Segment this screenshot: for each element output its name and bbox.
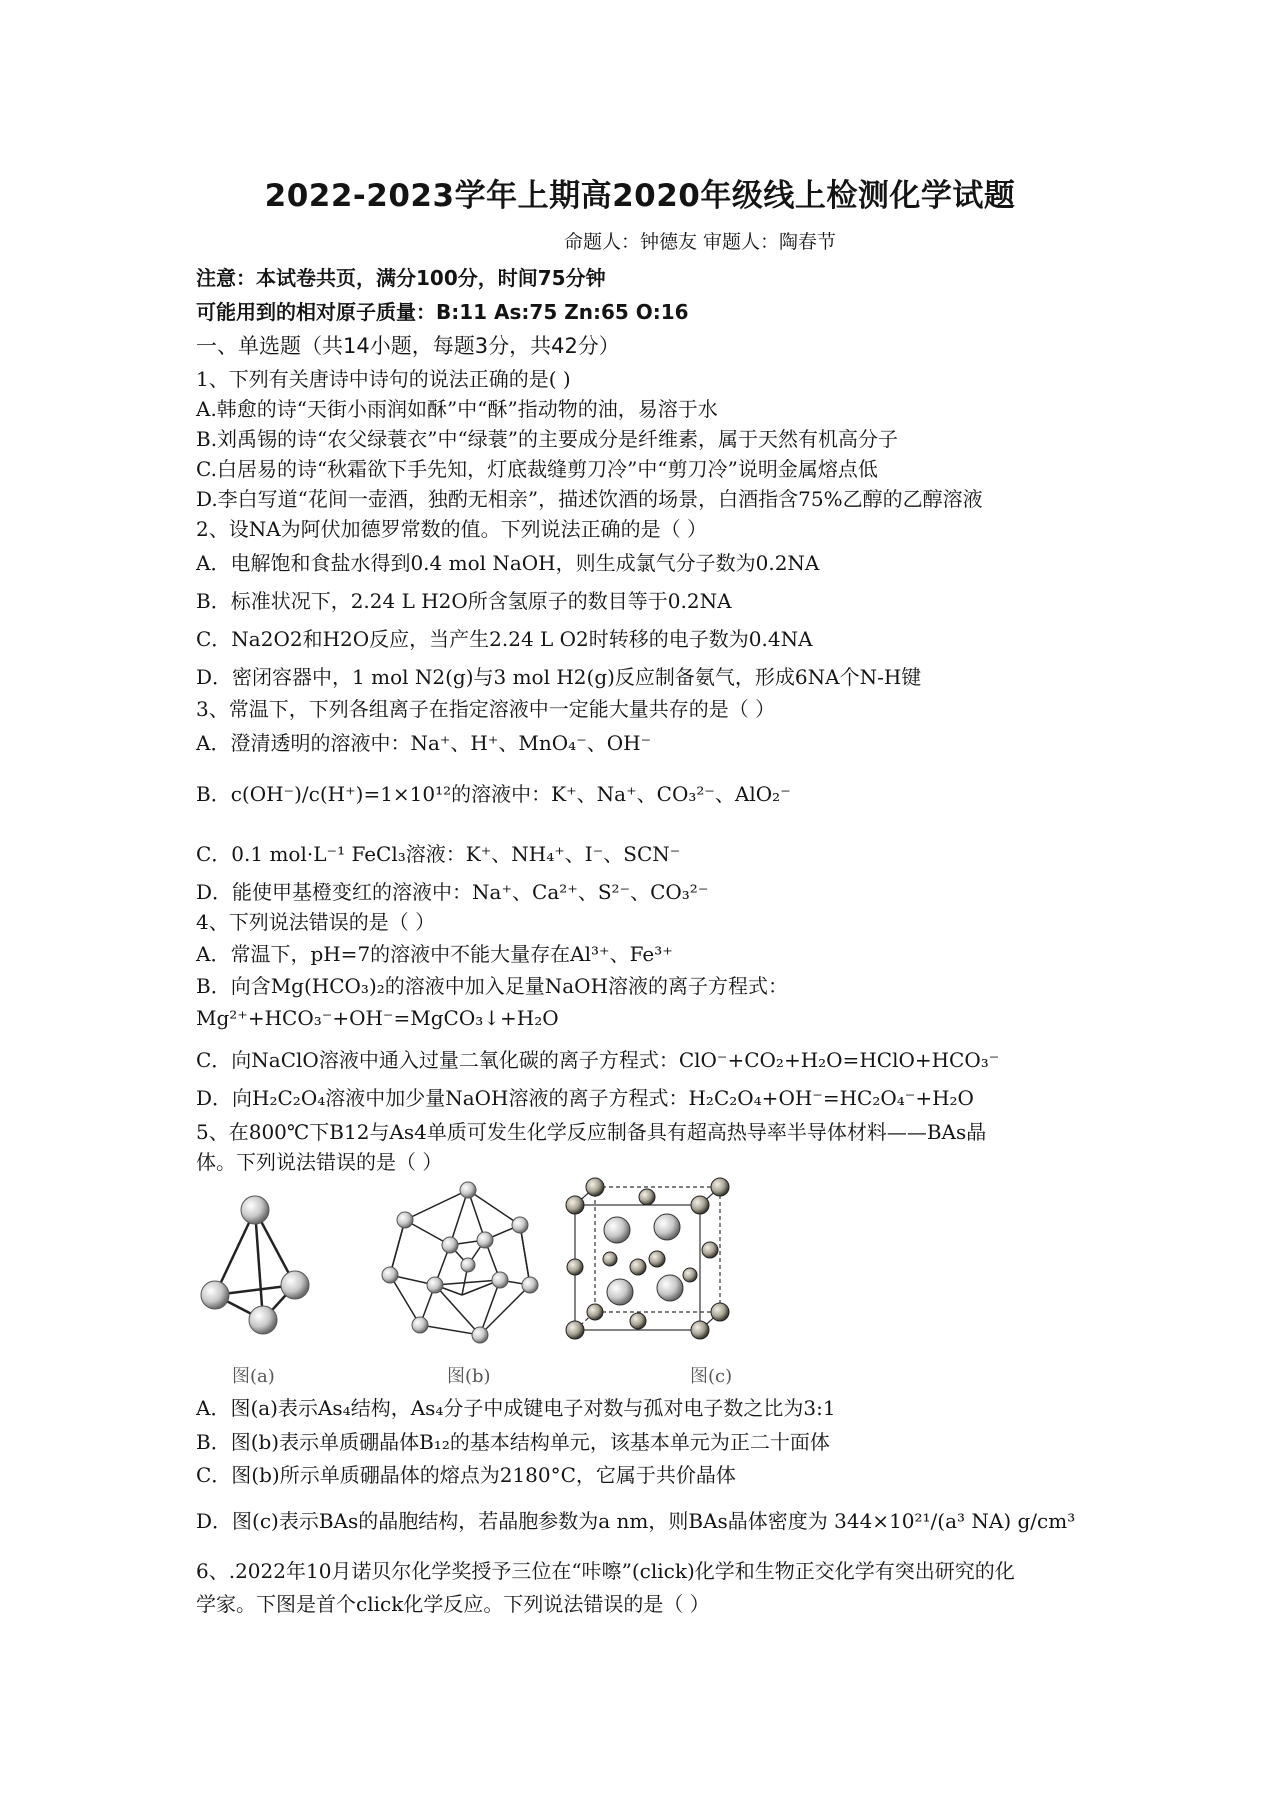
question-1-option-a: A.韩愈的诗“天街小雨润如酥”中“酥”指动物的油，易溶于水 bbox=[196, 397, 718, 421]
question-2-option-b: B．标准状况下，2.24 L H2O所含氢原子的数目等于0.2NA bbox=[196, 589, 732, 613]
question-6-stem-cont: 学家。下图是首个click化学反应。下列说法错误的是（ ） bbox=[196, 1592, 710, 1616]
figure-b-caption: 图(b) bbox=[447, 1366, 491, 1387]
atomic-masses-line: 可能用到的相对原子质量：B:11 As:75 Zn:65 O:16 bbox=[196, 300, 689, 324]
question-4-option-a: A．常温下，pH=7的溶液中不能大量存在Al³⁺、Fe³⁺ bbox=[196, 942, 673, 966]
question-4-option-c: C．向NaClO溶液中通入过量二氧化碳的离子方程式：ClO⁻+CO₂+H₂O=HClO+HCO₃⁻ bbox=[196, 1048, 1000, 1072]
question-4-equation: Mg²⁺+HCO₃⁻+OH⁻=MgCO₃↓+H₂O bbox=[196, 1006, 559, 1030]
question-3-option-a: A．澄清透明的溶液中：Na⁺、H⁺、MnO₄⁻、OH⁻ bbox=[196, 731, 652, 755]
question-1-stem: 1、下列有关唐诗中诗句的说法正确的是( ) bbox=[196, 367, 571, 391]
figure-c-caption: 图(c) bbox=[690, 1366, 733, 1387]
authors-line: 命题人：钟德友 审题人：陶春节 bbox=[563, 231, 837, 253]
question-2-option-d: D．密闭容器中，1 mol N2(g)与3 mol H2(g)反应制备氨气，形成6NA个N-H键 bbox=[196, 665, 922, 689]
bas-unit-cell-figure bbox=[566, 1178, 729, 1339]
question-3-option-b: B．c(OH⁻)/c(H⁺)=1×10¹²的溶液中：K⁺、Na⁺、CO₃²⁻、AlO₂⁻ bbox=[196, 782, 791, 806]
question-3-option-c: C．0.1 mol·L⁻¹ FeCl₃溶液：K⁺、NH₄⁺、I⁻、SCN⁻ bbox=[196, 842, 681, 866]
section-heading: 一、单选题（共14小题，每题3分，共42分） bbox=[196, 334, 620, 358]
question-1-option-d: D.李白写道“花间一壶酒，独酌无相亲”，描述饮酒的场景，白酒指含75%乙醇的乙醇溶液 bbox=[196, 487, 983, 511]
question-5-stem-cont: 体。下列说法错误的是（ ） bbox=[196, 1150, 443, 1174]
b12-icosahedron-figure bbox=[382, 1182, 538, 1343]
question-3-stem: 3、常温下，下列各组离子在指定溶液中一定能大量共存的是（ ） bbox=[196, 697, 776, 721]
question-1-option-b: B.刘禹锡的诗“农父绿蓑衣”中“绿蓑”的主要成分是纤维素，属于天然有机高分子 bbox=[196, 427, 898, 451]
question-6-stem: 6、.2022年10月诺贝尔化学奖授予三位在“咔嚓”(click)化学和生物正交化学有突出研究的化 bbox=[196, 1559, 1015, 1583]
question-1-option-c: C.白居易的诗“秋霜欲下手先知，灯底裁缝剪刀冷”中“剪刀冷”说明金属熔点低 bbox=[196, 457, 878, 481]
question-4-option-b: B．向含Mg(HCO₃)₂的溶液中加入足量NaOH溶液的离子方程式： bbox=[196, 974, 789, 998]
question-2-option-c: C．Na2O2和H2O反应，当产生2.24 L O2时转移的电子数为0.4NA bbox=[196, 627, 813, 651]
question-2-option-a: A．电解饱和食盐水得到0.4 mol NaOH，则生成氯气分子数为0.2NA bbox=[196, 551, 820, 575]
as4-tetrahedron-figure bbox=[201, 1196, 309, 1334]
question-5-option-a: A．图(a)表示As₄结构，As₄分子中成键电子对数与孤对电子数之比为3:1 bbox=[196, 1396, 836, 1420]
question-5-option-c: C．图(b)所示单质硼晶体的熔点为2180°C，它属于共价晶体 bbox=[196, 1463, 736, 1487]
question-4-option-d: D．向H₂C₂O₄溶液中加少量NaOH溶液的离子方程式：H₂C₂O₄+OH⁻=HC₂O₄⁻+H₂O bbox=[196, 1086, 974, 1110]
crystal-figures bbox=[180, 1175, 1080, 1375]
question-5-option-b: B．图(b)表示单质硼晶体B₁₂的基本结构单元，该基本单元为正二十面体 bbox=[196, 1430, 830, 1454]
figure-a-caption: 图(a) bbox=[232, 1366, 275, 1387]
question-5-stem: 5、在800℃下B12与As4单质可发生化学反应制备具有超高热导率半导体材料——BAs晶 bbox=[196, 1120, 987, 1144]
question-3-option-d: D．能使甲基橙变红的溶液中：Na⁺、Ca²⁺、S²⁻、CO₃²⁻ bbox=[196, 880, 709, 904]
question-4-stem: 4、下列说法错误的是（ ） bbox=[196, 910, 436, 934]
question-2-stem: 2、设NA为阿伏加德罗常数的值。下列说法正确的是（ ） bbox=[196, 517, 708, 541]
question-5-option-d: D．图(c)表示BAs的晶胞结构，若晶胞参数为a nm，则BAs晶体密度为 344×10²¹/(a³ NA) g/cm³ bbox=[196, 1509, 1076, 1533]
page-title: 2022-2023学年上期高2020年级线上检测化学试题 bbox=[264, 178, 1016, 214]
notice-line: 注意：本试卷共页，满分100分，时间75分钟 bbox=[196, 266, 606, 290]
